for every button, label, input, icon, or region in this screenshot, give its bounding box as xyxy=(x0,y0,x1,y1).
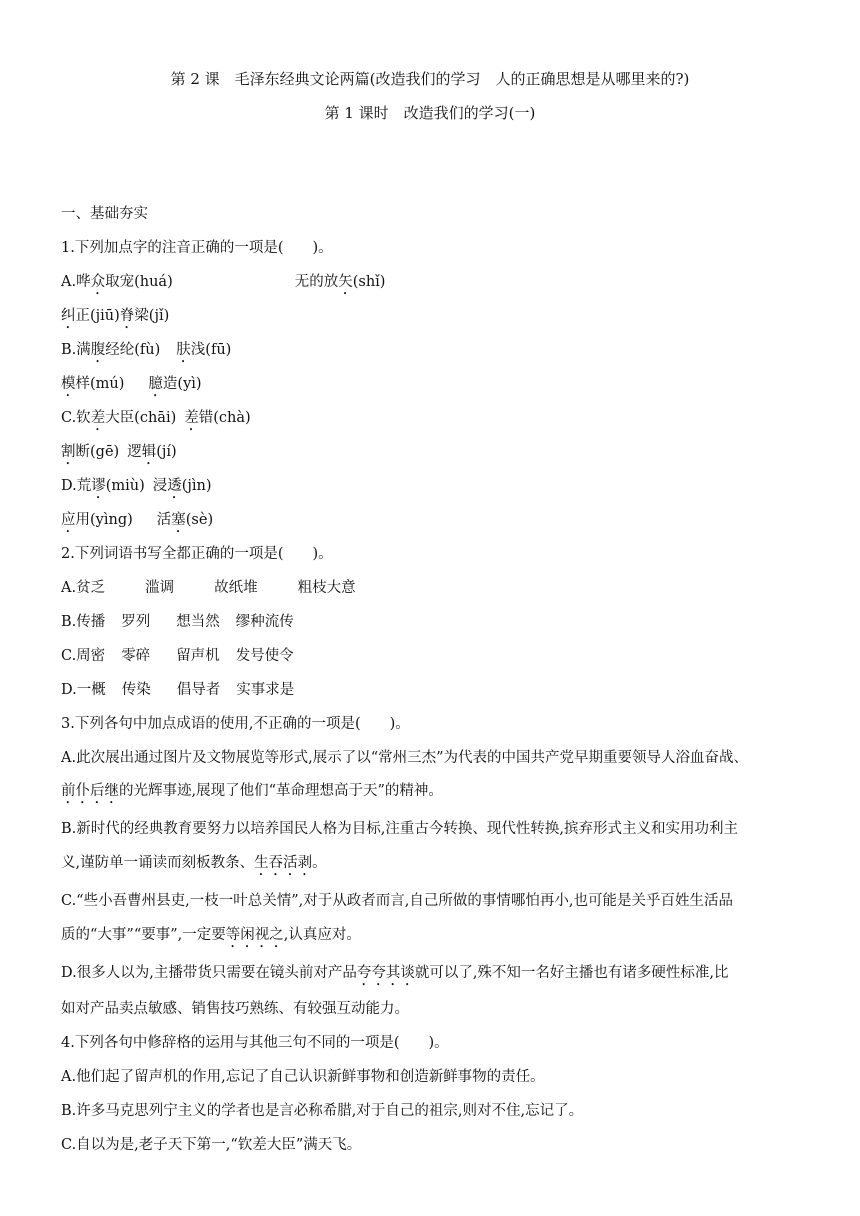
text: B.满 xyxy=(61,342,91,358)
period-title: 第 1 课时 改造我们的学习(一) xyxy=(324,104,536,122)
q3-option-b-line2 xyxy=(61,851,801,885)
text: D.荒 xyxy=(61,478,92,494)
q3-option-d-line2: 如对产品卖点敏感、销售技巧熟练、有较强互动能力。 xyxy=(61,1001,409,1017)
text: 造(yì) xyxy=(162,376,202,392)
q2-option-d xyxy=(61,678,801,712)
word: 缪种流传 xyxy=(235,614,294,630)
dotted-char: 臆 xyxy=(148,376,163,392)
text: 取宠(huá) xyxy=(105,274,173,290)
word: 罗列 xyxy=(121,614,151,630)
dotted-char: 割 xyxy=(61,444,76,460)
text: 义,谨防单一诵读而刻板教条、 xyxy=(61,855,255,871)
text: ,认真应对。 xyxy=(283,927,361,943)
text: 的光辉事迹,展现了他们“革命理想高于天”的精神。 xyxy=(119,783,443,799)
dotted-char: 塞 xyxy=(171,512,186,528)
word: 发号使令 xyxy=(235,648,294,664)
text: 经纶(fù) xyxy=(105,342,161,358)
word: 滥调 xyxy=(145,580,175,596)
word: C.周密 xyxy=(61,648,106,664)
text: 。 xyxy=(312,855,327,871)
dotted-char: 差 xyxy=(90,410,106,426)
dotted-char: 腹 xyxy=(90,342,106,358)
section-heading: 一、基础夯实 xyxy=(61,206,148,222)
q1-option-c-line2 xyxy=(61,440,801,474)
word: 留声机 xyxy=(176,648,220,664)
dotted-char: 模 xyxy=(61,376,76,392)
dotted-char: 脊 xyxy=(119,308,135,324)
dotted-char: 谬 xyxy=(91,478,106,494)
dotted-char: 透 xyxy=(167,478,182,494)
text: (miù) xyxy=(105,478,145,494)
q1-option-a-line2 xyxy=(61,304,801,338)
lesson-title: 第 2 课 毛泽东经典文论两篇(改造我们的学习 人的正确思想是从哪里来的?) xyxy=(170,70,690,88)
q2-option-c xyxy=(61,644,801,678)
q1-stem: 1.下列加点字的注音正确的一项是( )。 xyxy=(61,240,333,256)
q2-option-a xyxy=(61,576,801,610)
text: C.钦 xyxy=(61,410,91,426)
dotted-idiom: 等闲视之 xyxy=(225,927,284,943)
q3-option-d-line1 xyxy=(61,961,801,995)
word: 故纸堆 xyxy=(214,580,258,596)
text: 断(gē) xyxy=(75,444,120,460)
text: 用(yìng) xyxy=(75,512,133,528)
text: 浸 xyxy=(152,478,168,494)
word: 传染 xyxy=(121,682,151,698)
q4-option-c: C.自以为是,老子天下第一,“钦差大臣”满天飞。 xyxy=(61,1137,362,1153)
text: 错(chà) xyxy=(198,410,251,426)
word: B.传播 xyxy=(61,614,106,630)
q4-option-b: B.许多马克思列宁主义的学者也是言必称希腊,对于自己的祖宗,则对不住,忘记了。 xyxy=(61,1103,584,1119)
dotted-char: 应 xyxy=(61,512,76,528)
text: 就可以了,殊不知一名好主播也有诸多硬性标准,比 xyxy=(414,965,729,981)
q1-option-b-line2 xyxy=(61,372,801,406)
text: (shǐ) xyxy=(352,274,386,290)
q3-option-a-line1: A.此次展出通过图片及文物展览等形式,展示了以“常州三杰”为代表的中国共产党早期重要领导人浴血奋战、 xyxy=(61,750,749,766)
q1-option-b-line1 xyxy=(61,338,801,372)
text: 正(jiū) xyxy=(75,308,120,324)
dotted-char: 矢 xyxy=(338,274,353,290)
q2-stem: 2.下列词语书写全都正确的一项是( )。 xyxy=(61,546,333,562)
dotted-idiom: 前仆后继 xyxy=(61,783,119,799)
text: 浅(fū) xyxy=(190,342,232,358)
q1-option-d-line2 xyxy=(61,508,801,542)
q3-option-b-line1: B.新时代的经典教育要努力以培养国民人格为目标,注重古今转换、现代性转换,摈弃形式主义和实用功利主 xyxy=(61,821,738,837)
word: 实事求是 xyxy=(236,682,295,698)
word: 倡导者 xyxy=(176,682,221,698)
dotted-char: 肤 xyxy=(176,342,191,358)
q3-stem: 3.下列各句中加点成语的使用,不正确的一项是( )。 xyxy=(61,716,410,732)
text: 大臣(chāi) xyxy=(105,410,177,426)
dotted-char: 差 xyxy=(184,410,199,426)
q3-option-c-line1: C.“些小吾曹州县吏,一枝一叶总关情”,对于从政者而言,自己所做的事情哪怕再小,也可能是关乎百姓生活品 xyxy=(61,893,733,909)
q4-stem: 4.下列各句中修辞格的运用与其他三句不同的一项是( )。 xyxy=(61,1035,449,1051)
word: D.一概 xyxy=(61,682,106,698)
dotted-char: 众 xyxy=(90,274,106,290)
text: (jí) xyxy=(156,444,177,460)
text: 逻 xyxy=(127,444,142,460)
word: A.贫乏 xyxy=(61,580,106,596)
word: 粗枝大意 xyxy=(297,580,356,596)
text: A.哗 xyxy=(61,274,91,290)
q3-option-a-line2 xyxy=(61,779,801,813)
dotted-char: 辑 xyxy=(141,444,157,460)
q1-option-a-line1 xyxy=(61,270,801,304)
q2-option-b xyxy=(61,610,801,644)
q3-option-c-line2 xyxy=(61,923,801,957)
text: 无的放 xyxy=(294,274,339,290)
text: 梁(jǐ) xyxy=(134,308,170,324)
dotted-idiom: 生吞活剥 xyxy=(254,855,313,871)
text: 样(mú) xyxy=(75,376,125,392)
text: 质的“大事”“要事”,一定要 xyxy=(61,927,226,943)
q4-option-a: A.他们起了留声机的作用,忘记了自己认识新鲜事物和创造新鲜事物的责任。 xyxy=(61,1069,545,1085)
word: 想当然 xyxy=(176,614,220,630)
word: 零碎 xyxy=(121,648,151,664)
text: 活 xyxy=(156,512,172,528)
text: D.很多人以为,主播带货只需要在镜头前对产品 xyxy=(61,965,357,981)
dotted-idiom: 夸夸其谈 xyxy=(356,965,415,981)
q1-option-d-line1 xyxy=(61,474,801,508)
text: (sè) xyxy=(185,512,214,528)
exercise-content xyxy=(61,202,801,1167)
text: (jìn) xyxy=(181,478,212,494)
dotted-char: 纠 xyxy=(61,308,76,324)
q1-option-c-line1 xyxy=(61,406,801,440)
